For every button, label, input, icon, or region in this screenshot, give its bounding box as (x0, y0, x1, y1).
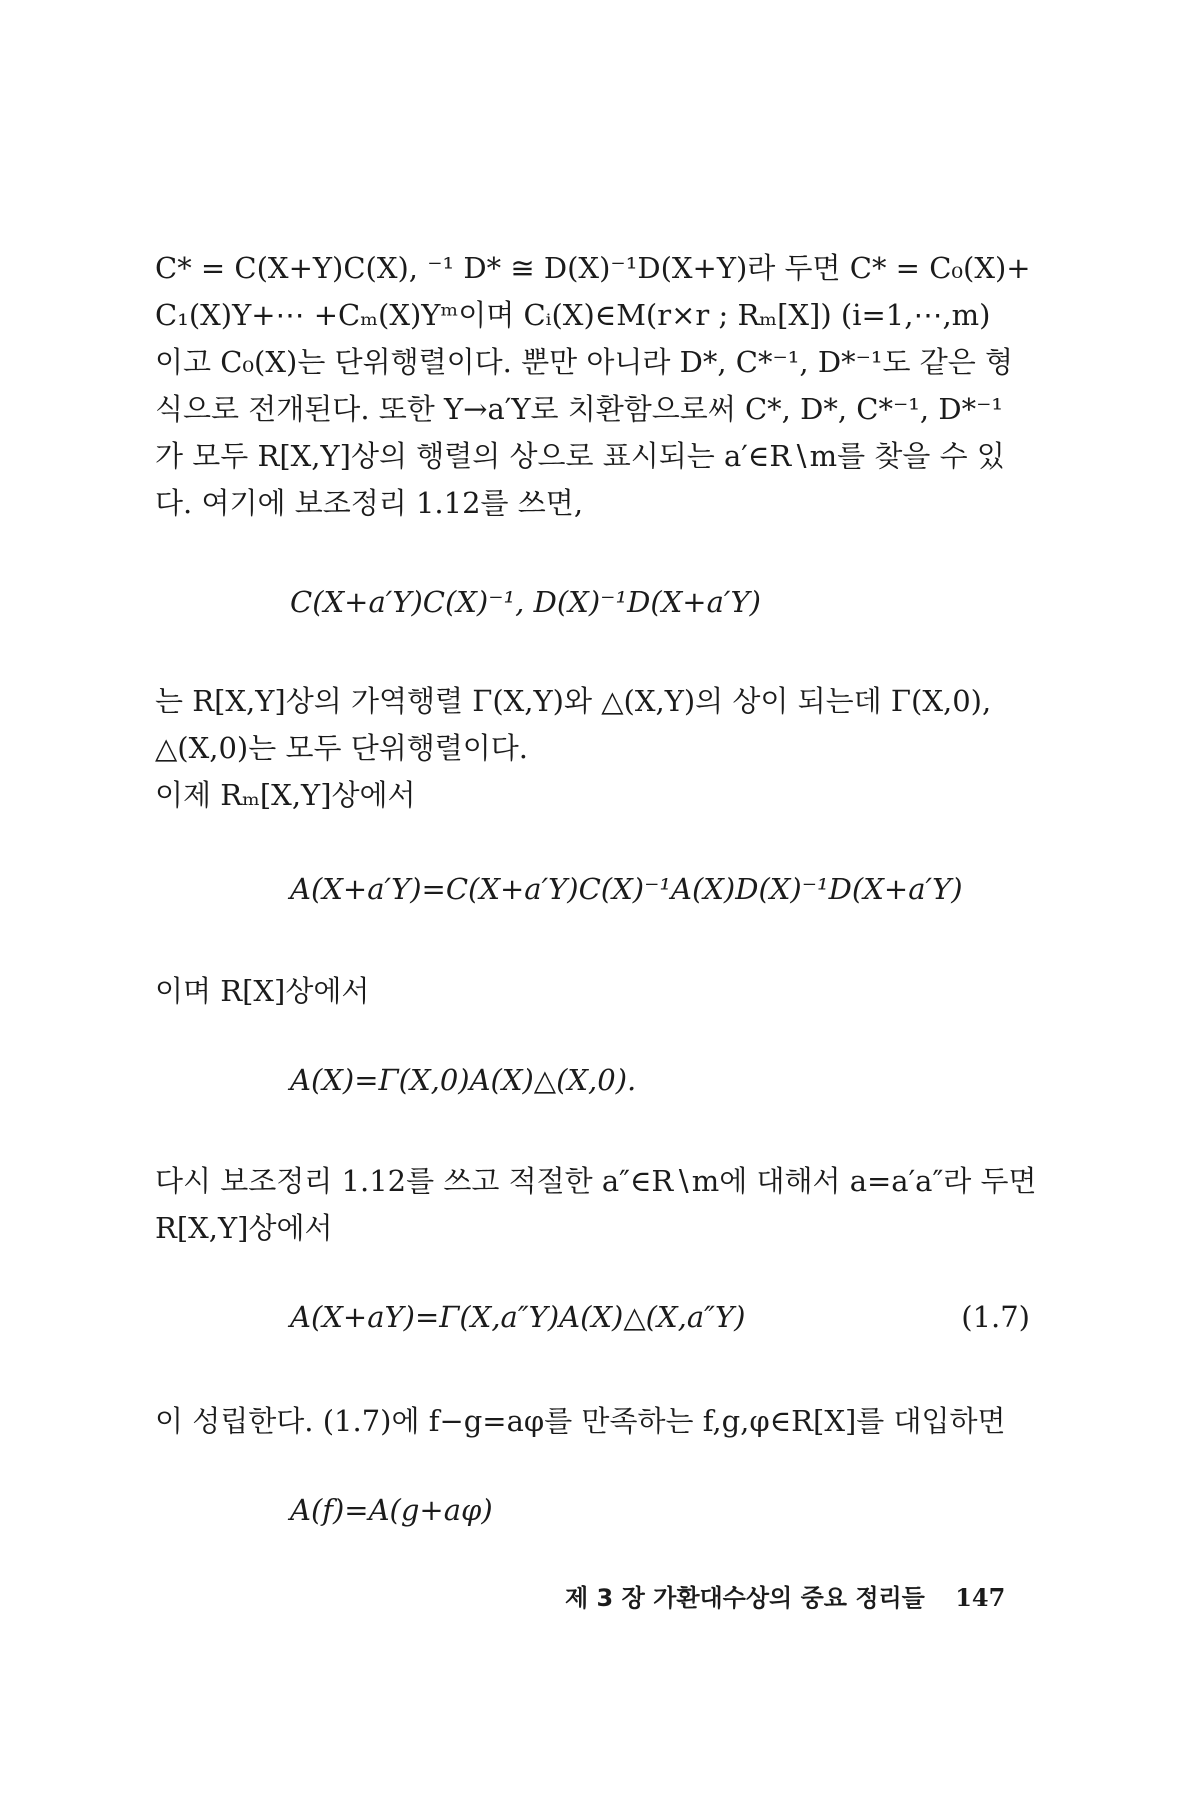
text-line: C* = C(X+Y)C(X), ⁻¹ D* ≅ D(X)⁻¹D(X+Y)라 두면 C* = C₀(X)+ (155, 251, 1031, 285)
equation-3: A(X)=Γ(X,0)A(X)△(X,0). (290, 1063, 637, 1097)
paragraph-4 (155, 1158, 1037, 1252)
text-line: C₁(X)Y+⋯ +Cₘ(X)Yᵐ이며 Cᵢ(X)∈M(r×r ; Rₘ[X]) (i=1,⋯,m) (155, 298, 991, 332)
chapter-title: 제 3 장 가환대수상의 중요 정리들 (565, 1584, 925, 1612)
running-footer (565, 1578, 1006, 1613)
equation-5: A(f)=A(g+aφ) (290, 1493, 493, 1527)
text-line: 이제 Rₘ[X,Y]상에서 (155, 778, 416, 812)
equation-4 (290, 1300, 1030, 1334)
paragraph-3 (155, 968, 1030, 1015)
equation-2: A(X+a′Y)=C(X+a′Y)C(X)⁻¹A(X)D(X)⁻¹D(X+a′Y) (290, 872, 963, 906)
equation-4-body: A(X+aY)=Γ(X,a″Y)A(X)△(X,a″Y) (290, 1300, 746, 1334)
text-line: R[X,Y]상에서 (155, 1211, 333, 1245)
text-line: △(X,0)는 모두 단위행렬이다. (155, 731, 529, 765)
text-line: 다. 여기에 보조정리 1.12를 쓰면, (155, 486, 584, 520)
paragraph-5 (155, 1398, 1030, 1445)
text-line: 식으로 전개된다. 또한 Y→a′Y로 치환함으로써 C*, D*, C*⁻¹, D*⁻¹ (155, 392, 1004, 426)
text-line: 이며 R[X]상에서 (155, 974, 370, 1008)
page-number: 147 (955, 1583, 1006, 1612)
text-line: 다시 보조정리 1.12를 쓰고 적절한 a″∈R∖m에 대해서 a=a′a″라 두면 (155, 1164, 1037, 1198)
text-line: 이고 C₀(X)는 단위행렬이다. 뿐만 아니라 D*, C*⁻¹, D*⁻¹도 같은 형 (155, 345, 1014, 379)
equation-1: C(X+a′Y)C(X)⁻¹, D(X)⁻¹D(X+a′Y) (290, 585, 761, 619)
text-line: 이 성립한다. (1.7)에 f−g=aφ를 만족하는 f,g,φ∈R[X]를 대입하면 (155, 1404, 1006, 1438)
text-line: 가 모두 R[X,Y]상의 행렬의 상으로 표시되는 a′∈R∖m를 찾을 수 있 (155, 439, 1005, 473)
paragraph-2 (155, 678, 1030, 819)
paragraph-1 (155, 245, 1030, 527)
equation-number: (1.7) (961, 1300, 1030, 1334)
text-line: 는 R[X,Y]상의 가역행렬 Γ(X,Y)와 △(X,Y)의 상이 되는데 Γ(X,0), (155, 684, 992, 718)
